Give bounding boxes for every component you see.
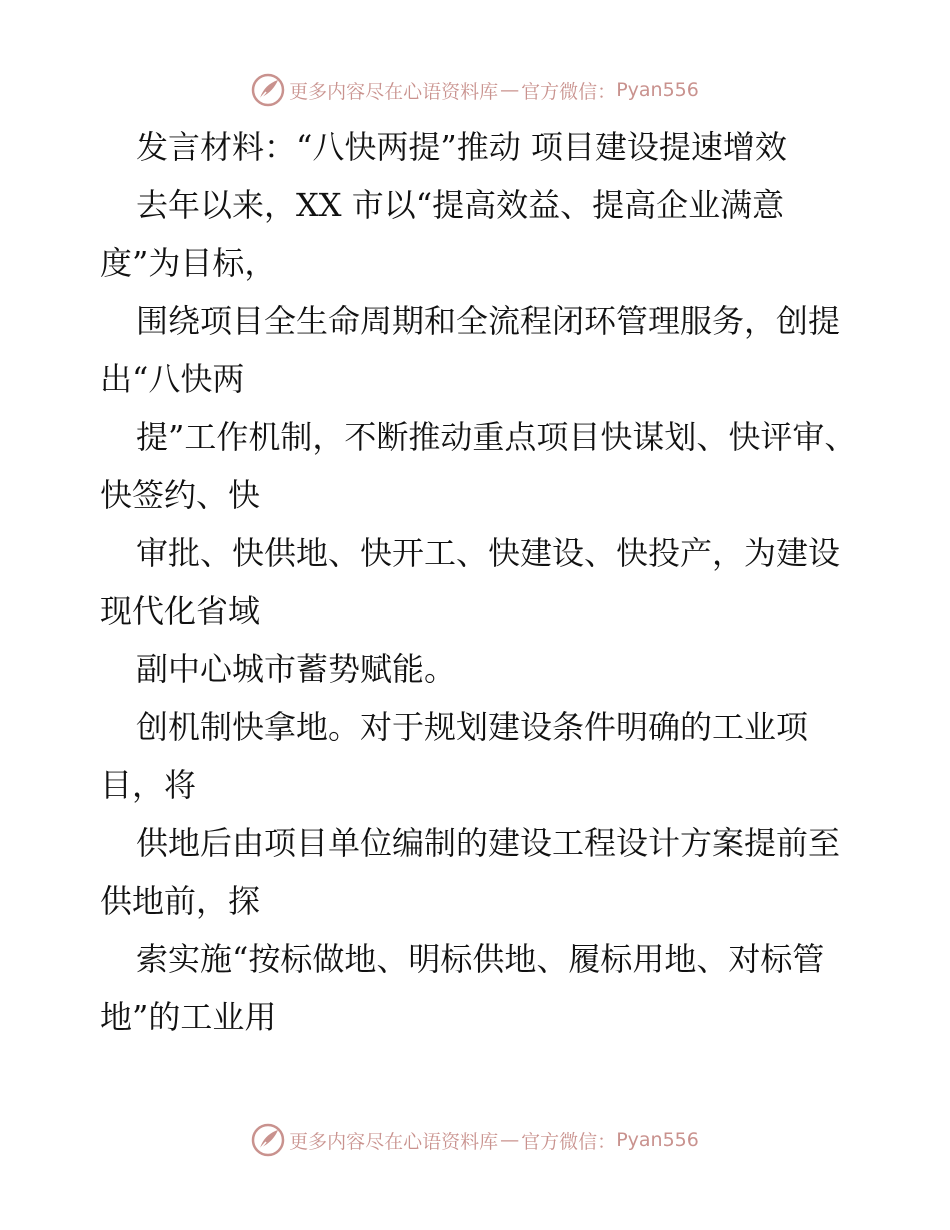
paragraph: 提”工作机制，不断推动重点项目快谋划、快评审、快签约、快 xyxy=(100,418,857,514)
watermark-separator: — xyxy=(500,79,520,101)
watermark-account-id: Pyan556 xyxy=(616,79,699,101)
paragraph: 创机制快拿地。对于规划建设条件明确的工业项目，将 xyxy=(100,708,809,804)
feather-pen-logo-icon xyxy=(251,73,285,107)
watermark-text: 更多内容尽在心语资料库 xyxy=(289,1130,499,1153)
watermark-account-id: Pyan556 xyxy=(616,1129,699,1151)
watermark-account-label: 官方微信： xyxy=(521,80,617,103)
paragraph: 围绕项目全生命周期和全流程闭环管理服务，创提出“八快两 xyxy=(100,302,841,398)
watermark-account-label: 官方微信： xyxy=(521,1130,617,1153)
paragraph: 去年以来，XX 市以“提高效益、提高企业满意度”为目标， xyxy=(100,186,785,282)
watermark-separator: — xyxy=(500,1129,520,1151)
paragraph: 供地后由项目单位编制的建设工程设计方案提前至供地前，探 xyxy=(100,824,841,920)
document-title: 发言材料：“八快两提”推动 项目建设提速增效 xyxy=(136,128,787,166)
watermark-text: 更多内容尽在心语资料库 xyxy=(289,80,499,103)
paragraph: 副中心城市蓄势赋能。 xyxy=(136,650,457,688)
watermark-banner-top xyxy=(0,70,950,110)
paragraph: 审批、快供地、快开工、快建设、快投产，为建设现代化省域 xyxy=(100,534,841,630)
paragraph: 索实施“按标做地、明标供地、履标用地、对标管地”的工业用 xyxy=(100,940,825,1036)
watermark-banner-bottom xyxy=(0,1120,950,1160)
feather-pen-logo-icon xyxy=(251,1123,285,1157)
document-body xyxy=(100,118,860,1046)
